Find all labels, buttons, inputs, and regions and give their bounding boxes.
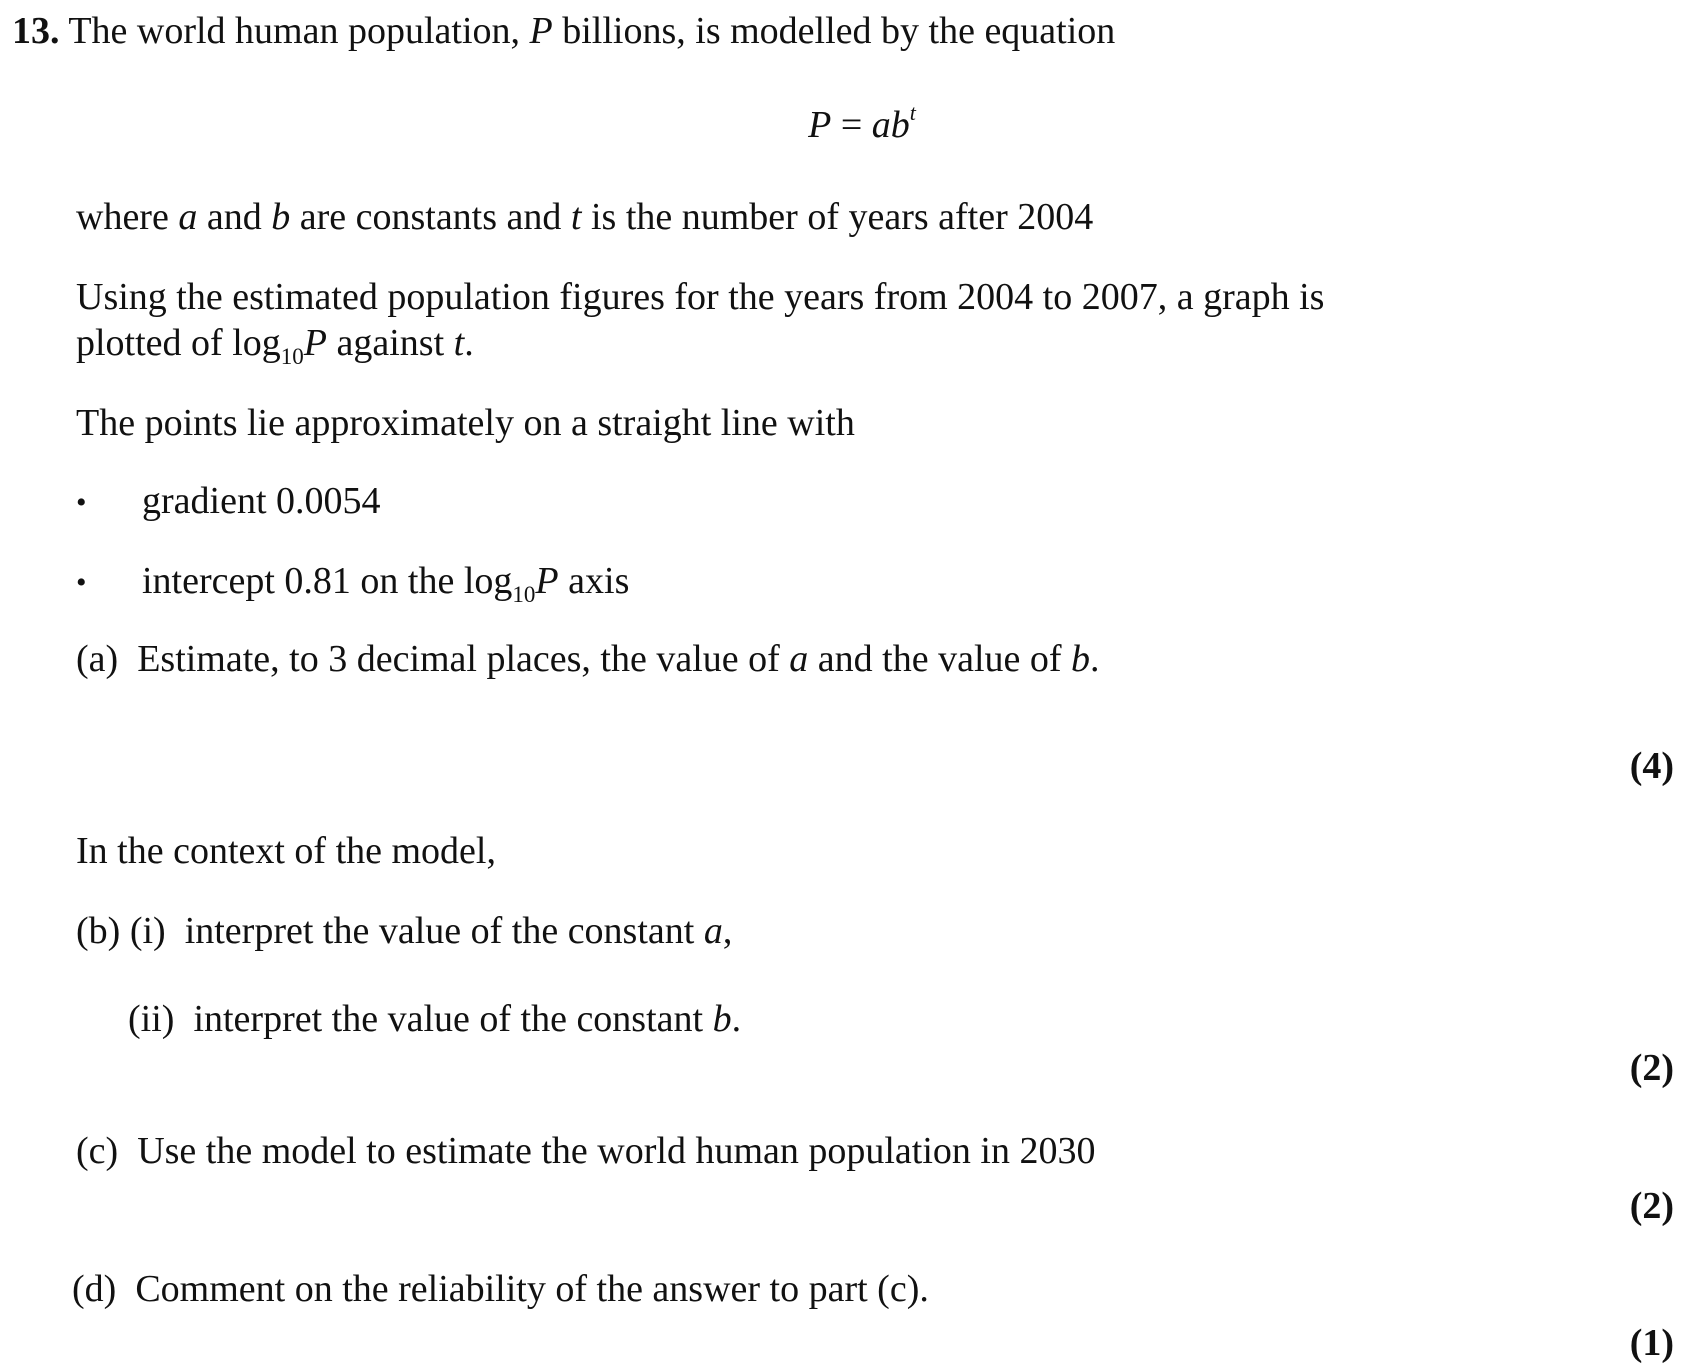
bullet-gradient: gradient 0.0054 — [142, 480, 381, 522]
intro-var-p: P — [529, 10, 553, 52]
part-b-i-var-a: a — [703, 910, 723, 952]
part-b-i-label: (i) — [129, 910, 166, 952]
where-var-t: t — [570, 196, 582, 238]
part-b-i — [76, 910, 732, 954]
part-b-label: (b) — [76, 910, 121, 952]
equation-exponent: t — [909, 100, 916, 125]
where-text-4: is the number of years after 2004 — [590, 196, 1094, 238]
where-var-b: b — [271, 196, 291, 238]
equation-equals: = — [831, 104, 872, 146]
where-line — [76, 196, 1093, 240]
part-b-marks: (2) — [1629, 1047, 1674, 1089]
part-b-ii — [128, 998, 741, 1042]
part-c-label: (c) — [76, 1130, 119, 1172]
question-number: 13. — [12, 10, 60, 52]
part-b-i-end: , — [722, 910, 733, 952]
question-intro — [12, 10, 1115, 54]
using-text-3: . — [464, 322, 474, 364]
part-d — [72, 1268, 929, 1312]
part-b-i-text: interpret the value of the constant — [184, 910, 695, 952]
intro-text-post: billions, is modelled by the equation — [562, 10, 1116, 52]
part-a-text-2: and the value of — [817, 638, 1062, 680]
intercept-text-1: intercept 0.81 on the log — [142, 560, 513, 602]
part-a-var-b: b — [1071, 638, 1091, 680]
where-text-1: where — [76, 196, 169, 238]
part-b-ii-label: (ii) — [128, 998, 175, 1040]
using-line-1: Using the estimated population figures for the years from 2004 to 2007, a graph is — [76, 276, 1325, 318]
part-a-text-1: Estimate, to 3 decimal places, the value of — [137, 638, 780, 680]
part-d-label: (d) — [72, 1268, 117, 1310]
part-b-ii-text: interpret the value of the constant — [193, 998, 704, 1040]
context-line: In the context of the model, — [76, 830, 496, 872]
model-equation — [0, 100, 1690, 148]
bullet-icon: • — [76, 566, 87, 599]
intro-text-pre: The world human population, — [68, 10, 521, 52]
part-a-marks: (4) — [1629, 745, 1674, 787]
bullet-intercept — [142, 560, 630, 607]
part-d-text: Comment on the reliability of the answer to part (c). — [135, 1268, 929, 1310]
part-a — [76, 638, 1100, 682]
using-var-p: P — [303, 322, 327, 364]
using-text-2: against — [336, 322, 445, 364]
intercept-var-p: P — [535, 560, 559, 602]
part-b-ii-end: . — [731, 998, 742, 1040]
part-b-ii-var-b: b — [712, 998, 732, 1040]
bullet-icon: • — [76, 486, 87, 519]
part-c-text: Use the model to estimate the world human population in 2030 — [137, 1130, 1096, 1172]
log-subscript: 10 — [280, 344, 304, 369]
part-a-text-3: . — [1090, 638, 1100, 680]
where-text-3: are constants and — [299, 196, 562, 238]
where-var-a: a — [178, 196, 198, 238]
part-a-var-a: a — [789, 638, 809, 680]
part-a-label: (a) — [76, 638, 119, 680]
part-c — [76, 1130, 1095, 1174]
using-var-t: t — [453, 322, 465, 364]
intercept-text-2: axis — [568, 560, 630, 602]
part-d-marks: (1) — [1629, 1322, 1674, 1364]
using-text-1: plotted of log — [76, 322, 281, 364]
using-line-2 — [76, 322, 474, 369]
equation-lhs: P — [808, 104, 832, 146]
part-c-marks: (2) — [1629, 1185, 1674, 1227]
equation-base: ab — [871, 104, 910, 146]
log-subscript: 10 — [512, 582, 536, 607]
points-line: The points lie approximately on a straight line with — [76, 402, 855, 444]
where-text-2: and — [206, 196, 262, 238]
